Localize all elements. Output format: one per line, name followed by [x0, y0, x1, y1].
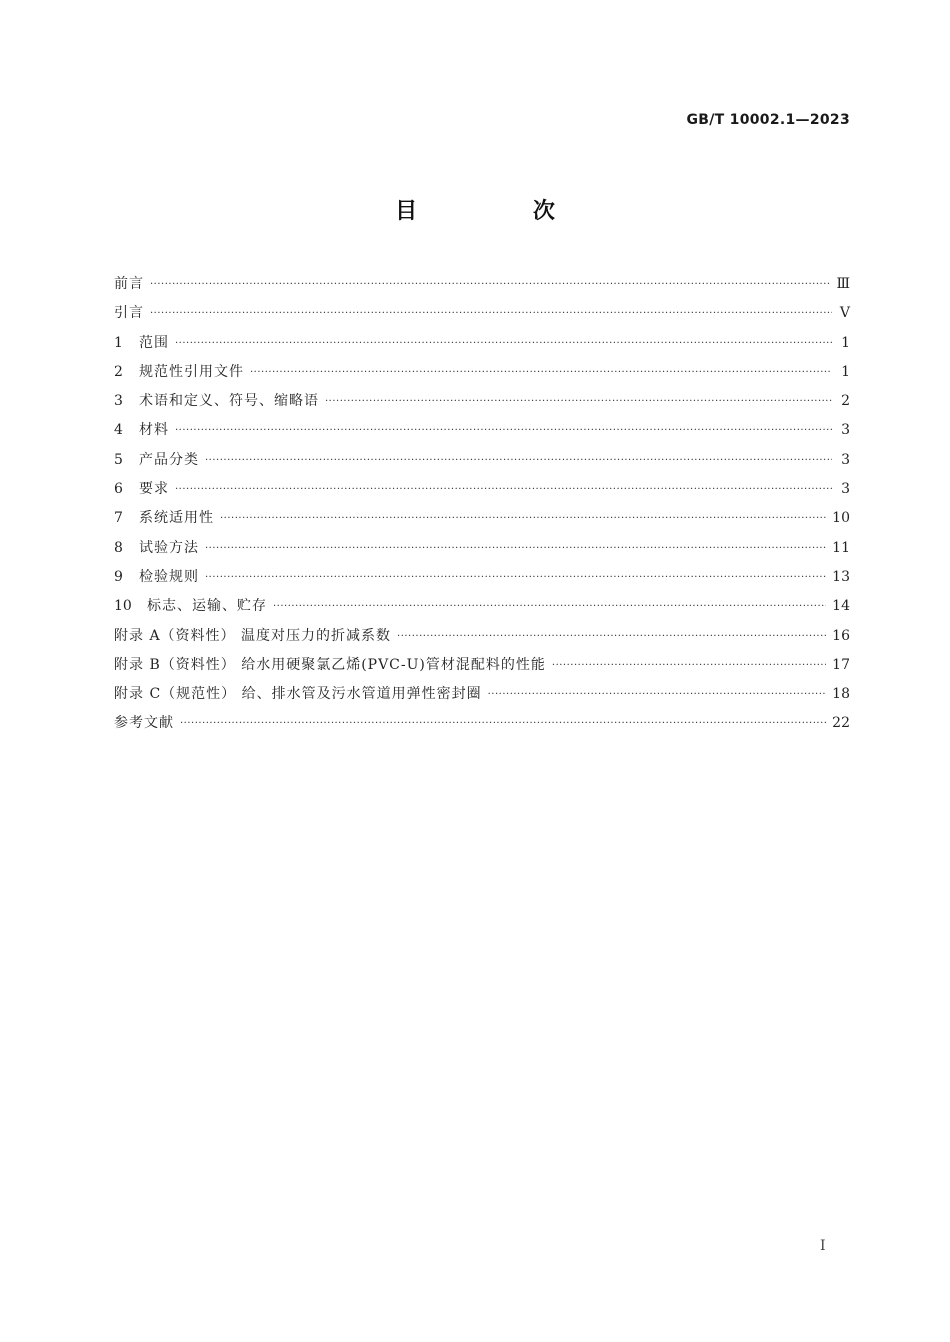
toc-entry-label: 要求	[139, 481, 169, 498]
toc-entry-label: 标志、运输、贮存	[147, 598, 267, 615]
toc-entry-page: 2	[841, 393, 850, 410]
toc-entry-label: 产品分类	[139, 451, 199, 468]
toc-dot-leader	[250, 358, 832, 387]
toc-entry[interactable]	[114, 504, 850, 533]
toc-entry-page: 18	[832, 686, 850, 703]
toc-entry-page: 16	[832, 627, 850, 644]
toc-entry-number: 7	[114, 510, 123, 527]
toc-entry-label: 附录 B（资料性） 给水用硬聚氯乙烯(PVC-U)管材混配料的性能	[114, 656, 546, 673]
toc-dot-leader	[175, 416, 832, 445]
toc-dot-leader	[325, 387, 832, 416]
standard-number: GB/T 10002.1—2023	[686, 112, 850, 128]
toc-dot-leader	[205, 446, 832, 475]
toc-entry[interactable]	[114, 416, 850, 445]
toc-entry[interactable]	[114, 534, 850, 563]
toc-entry-label: 检验规则	[139, 568, 199, 585]
toc-dot-leader	[552, 651, 826, 680]
toc-entry-number: 9	[114, 568, 123, 585]
toc-entry-label: 范围	[139, 334, 169, 351]
toc-entry-page: Ⅲ	[836, 276, 850, 292]
toc-dot-leader	[175, 329, 832, 358]
toc-entry-number: 2	[114, 363, 123, 380]
toc-entry-label: 前言	[114, 276, 144, 292]
toc-entry-page: 3	[841, 422, 850, 439]
toc-entry-page: 1	[841, 363, 850, 380]
toc-entry-label: 附录 A（资料性） 温度对压力的折减系数	[114, 627, 392, 644]
toc-dot-leader	[175, 475, 832, 504]
page-number: I	[820, 1238, 826, 1254]
toc-entry[interactable]	[114, 651, 850, 680]
toc-entry[interactable]	[114, 563, 850, 592]
toc-dot-leader	[180, 709, 826, 738]
toc-entry-page: 11	[832, 539, 850, 556]
toc-entry-page: Ⅴ	[839, 305, 850, 322]
toc-entry[interactable]	[114, 622, 850, 651]
toc-entry-number: 5	[114, 451, 123, 468]
toc-entry-number: 4	[114, 422, 123, 439]
toc-entry-label: 引言	[114, 305, 144, 322]
toc-dot-leader	[273, 592, 826, 621]
toc-entry[interactable]	[114, 329, 850, 358]
toc-entry[interactable]	[114, 358, 850, 387]
toc-entry-number: 3	[114, 393, 123, 410]
toc-entry-number: 10	[114, 598, 132, 615]
toc-entry-page: 10	[832, 510, 850, 527]
toc-entry-page: 1	[841, 334, 850, 351]
toc-entry-label: 系统适用性	[139, 510, 214, 527]
toc-entry-number: 8	[114, 539, 123, 556]
table-of-contents	[114, 270, 850, 739]
toc-dot-leader	[220, 504, 826, 533]
toc-entry-label: 附录 C（规范性） 给、排水管及污水管道用弹性密封圈	[114, 686, 482, 703]
toc-entry-page: 17	[832, 656, 850, 673]
toc-entry-page: 22	[832, 715, 850, 732]
toc-entry[interactable]	[114, 475, 850, 504]
toc-entry-page: 13	[832, 568, 850, 585]
toc-entry-label: 试验方法	[139, 539, 199, 556]
toc-entry-number: 1	[114, 334, 123, 351]
toc-entry-page: 3	[841, 481, 850, 498]
toc-entry-label: 规范性引用文件	[139, 363, 244, 380]
toc-entry-label: 术语和定义、符号、缩略语	[139, 393, 319, 410]
toc-entry-page: 3	[841, 451, 850, 468]
toc-entry[interactable]	[114, 709, 850, 738]
toc-dot-leader	[488, 680, 827, 709]
toc-dot-leader	[205, 563, 826, 592]
toc-dot-leader	[150, 270, 830, 299]
toc-entry[interactable]	[114, 446, 850, 475]
toc-entry-label: 参考文献	[114, 715, 174, 732]
page-title: 目 次	[395, 199, 609, 224]
toc-dot-leader	[150, 299, 832, 328]
toc-dot-leader	[397, 622, 826, 651]
toc-entry-page: 14	[832, 598, 850, 615]
toc-entry[interactable]	[114, 592, 850, 621]
toc-entry-number: 6	[114, 481, 123, 498]
toc-entry[interactable]	[114, 270, 850, 299]
toc-entry[interactable]	[114, 680, 850, 709]
toc-entry[interactable]	[114, 299, 850, 328]
toc-entry[interactable]	[114, 387, 850, 416]
toc-entry-label: 材料	[139, 422, 169, 439]
toc-dot-leader	[205, 534, 826, 563]
